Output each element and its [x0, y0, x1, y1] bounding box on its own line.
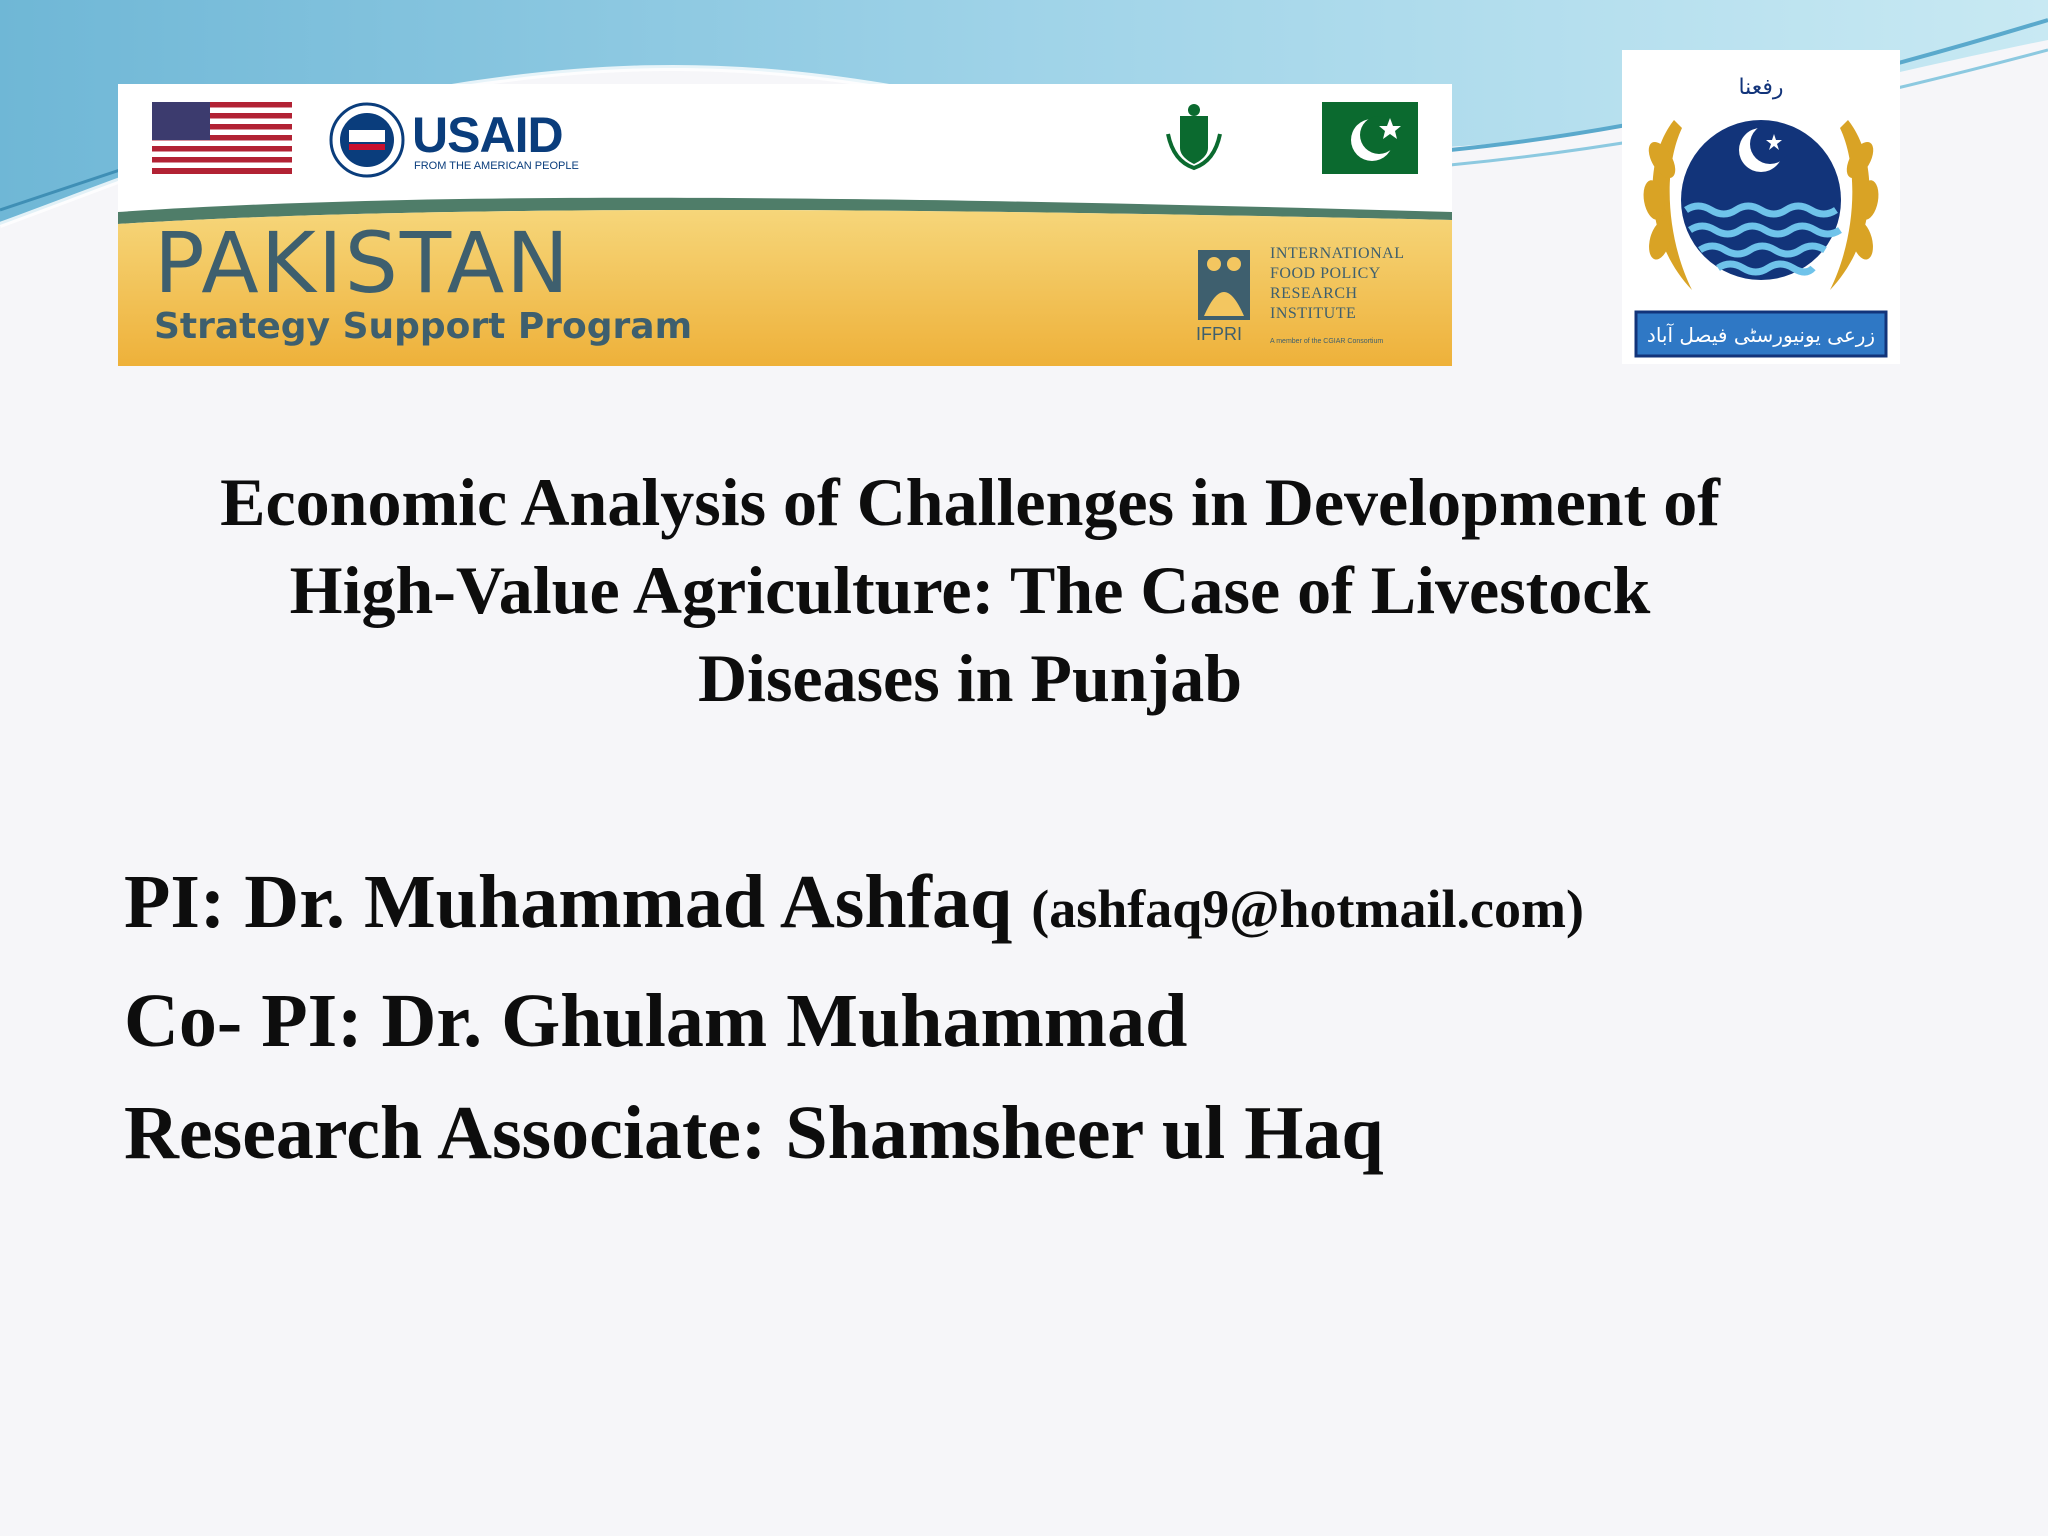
ifpri-line: INTERNATIONAL [1270, 245, 1405, 262]
program-subtitle: Strategy Support Program [154, 306, 693, 347]
us-flag-icon [152, 102, 292, 174]
ifpri-line: RESEARCH [1270, 285, 1358, 302]
ifpri-logo-icon [1198, 250, 1250, 320]
ifpri-line: INSTITUTE [1270, 305, 1357, 322]
university-name: زرعی یونیورسٹی فیصل آباد [1646, 323, 1876, 347]
program-name: PAKISTAN [154, 214, 572, 312]
usaid-wordmark: USAID [412, 107, 563, 163]
usaid-tagline: FROM THE AMERICAN PEOPLE [414, 160, 579, 172]
ifpri-abbreviation: IFPRI [1196, 324, 1243, 344]
title-line: Diseases in Punjab [697, 640, 1243, 716]
pi-name: PI: Dr. Muhammad Ashfaq [124, 860, 1013, 944]
slide-title [120, 458, 1820, 722]
university-logo [1622, 50, 1900, 364]
partner-banner [118, 84, 1452, 366]
ifpri-note: A member of the CGIAR Consortium [1270, 338, 1384, 345]
pakistan-emblem-icon [1168, 104, 1220, 168]
ifpri-name [1270, 244, 1404, 324]
usaid-seal-icon [331, 104, 403, 176]
research-associate: Research Associate: Shamsheer ul Haq [124, 1091, 1384, 1175]
project-team [124, 846, 1584, 1189]
pakistan-flag-icon [1278, 102, 1418, 174]
principal-investigator [124, 846, 1584, 965]
university-motto: رفعنا [1738, 75, 1784, 100]
co-principal-investigator: Co- PI: Dr. Ghulam Muhammad [124, 979, 1188, 1063]
title-line: Economic Analysis of Challenges in Development of [220, 464, 1720, 540]
title-line: High-Value Agriculture: The Case of Livestock [289, 552, 1651, 628]
pi-email: (ashfaq9@hotmail.com) [1031, 879, 1584, 939]
ifpri-line: FOOD POLICY [1270, 265, 1381, 282]
